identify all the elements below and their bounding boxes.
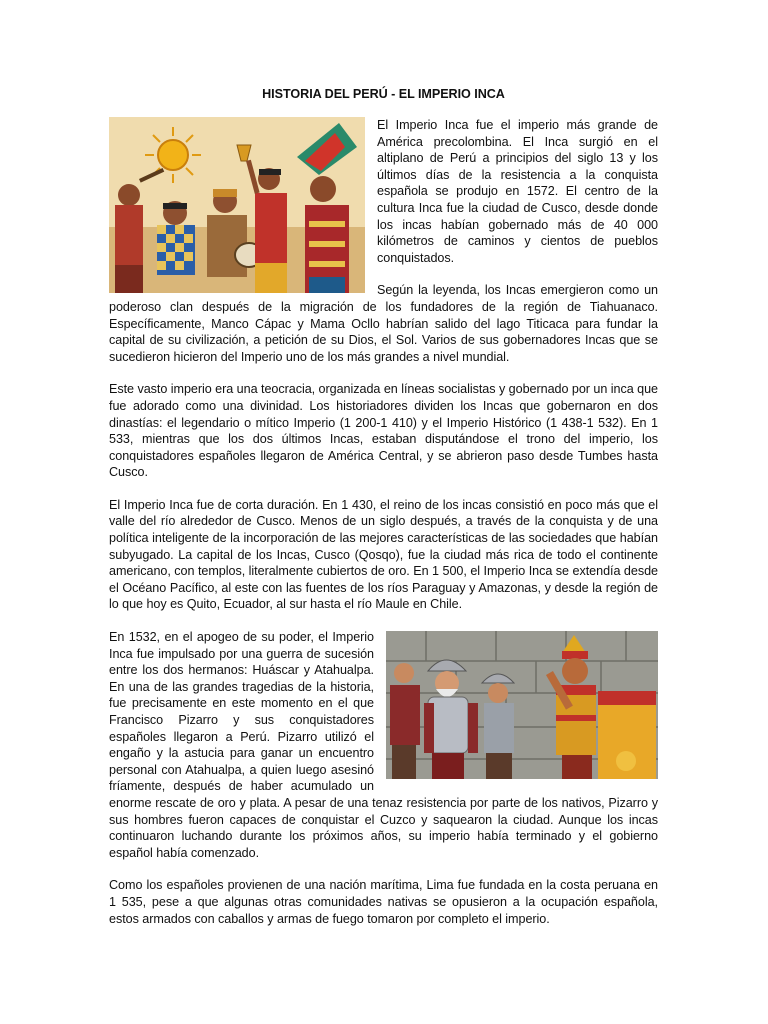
paragraph-1: El Imperio Inca fue el imperio más grande de América precolombina. El Inca surgió en el altiplano de Perú a principios del siglo 13 y los últimos días de la resistencia a la conquista española se produjo en 1572. El centro de la cultura Inca fue la ciudad de Cusco, desde donde los incas habían gobernado más de 40 000 kilómetros de caminos y cientos de pueblos conquistados. [377, 118, 658, 265]
paragraph-6: Como los españoles provienen de una nación marítima, Lima fue fundada en la costa peruana en 1 535, pese a que algunas otras comunidades nativas se opusieron a la ocupación española, estos armados con caballos y armas de fuego tomaron por completo el imperio. [109, 878, 658, 926]
paragraph-2: Según la leyenda, los Incas emergieron como un poderoso clan después de la migración de los fundadores de la región de Tiahuanaco. Específicamente, Manco Cápac y Mama Ocllo habrían salido del lago Titicaca para fundar la capital de su civilización, a petición de su Dios, el Sol. Varios de sus gobernadores Incas que se sucedieron hicieron del Imperio uno de los más grandes a nivel mundial. [109, 283, 658, 364]
document-title: HISTORIA DEL PERÚ - EL IMPERIO INCA [262, 87, 505, 101]
inca-ceremony-illustration [109, 117, 365, 293]
paragraph-3: Este vasto imperio era una teocracia, organizada en líneas socialistas y gobernado por un inca que fue adorado como una divinidad. Los historiadores dividen los Incas que gobernaron en dos dinastías: el legendario o mítico Imperio (1 200-1 410) y el Imperio Histórico (1 438-1 532). En 1 533, mientras que los dos últimos Incas, estaban disputándose el trono del imperio, los conquistadores españoles llegaron de América Central, y se abrieron paso desde Tumbes hasta Cusco. [109, 382, 658, 480]
document-body [109, 86, 658, 943]
pizarro-atahualpa-illustration [386, 631, 658, 779]
paragraph-5: En 1532, en el apogeo de su poder, el Imperio Inca fue impulsado por una guerra de sucesión entre los dos hermanos: Huáscar y Atahualpa. En una de las grandes tragedias de la historia, fue precisamente en este momento en el que Francisco Pizarro y sus conquistadores españoles llegaron a Perú. Pizarro utilizó el engaño y la astucia para ganar un encuentro personal con Atahualpa, a quien luego asesinó fríamente, después de haber acumulado un enorme rescate de oro y plata. A pesar de una tenaz resistencia por parte de los nativos, Pizarro y sus hombres fueron capaces de conquistar el Cuzco y saquearon la ciudad. Aunque los incas continuaron luchando durante los próximos años, su imperio había terminado y el gobierno español había comenzado. [109, 630, 658, 860]
paragraph-4: El Imperio Inca fue de corta duración. En 1 430, el reino de los incas consistió en poco más que el valle del río alrededor de Cusco. Menos de un siglo después, a través de la conquista y de una política inteligente de la incorporación de las mejores características de las sociedades que habían subyugado. La capital de los Incas, Cusco (Qosqo), fue la ciudad más rica de todo el continente americano, con templos, literalmente cubiertos de oro. En 1 500, el Imperio Inca se extendía desde el Océano Pacífico, al este con las fuentes de los ríos Paraguay y Amazonas, y desde la región de lo que hoy es Quito, Ecuador, al sur hasta el río Maule en Chile. [109, 497, 658, 612]
